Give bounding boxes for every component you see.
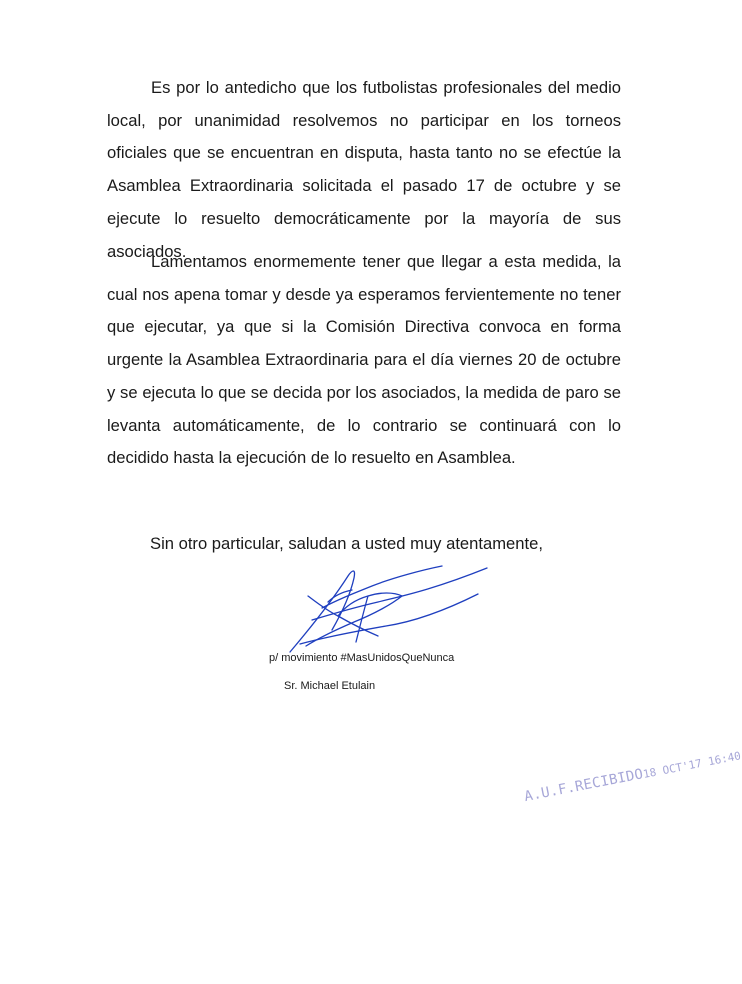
handwritten-signature [282, 556, 494, 656]
stamp-received-time: 18 OCT'17 16:40 [641, 749, 742, 781]
stamp-organization: A.U.F.RECIBIDO [522, 766, 645, 805]
paragraph-strike-resolution [107, 72, 621, 268]
faint-top-mark [200, 0, 260, 6]
closing-salutation: Sin otro particular, saludan a usted muy atentamente, [150, 534, 543, 553]
paragraph-regret-measure [107, 246, 621, 475]
signatory-name: Sr. Michael Etulain [284, 680, 376, 692]
received-stamp [522, 744, 742, 805]
paragraph-text: Lamentamos enormemente tener que llegar a esta medida, la cual nos apena tomar y desde ya esperamos fervientemente no tener que ejecutar, ya que si la Comisión Directiva convoca en forma urgente la Asamblea Extraordinaria para el día viernes 20 de octubre y se ejecuta lo que se decida por los asociados, la medida de paro se levanta automáticamente, de lo contrario se continuará con lo decidido hasta la ejecución de lo resuelto en Asamblea. [107, 252, 621, 468]
paragraph-text: Es por lo antedicho que los futbolistas profesionales del medio local, por unanimidad resolvemos no participar en los torneos oficiales que se encuentran en disputa, hasta tanto no se efectúe la Asamblea Extraordinaria solicitada el pasado 17 de octubre y se ejecute lo resuelto democráticamente por la mayoría de sus asociados. [107, 78, 621, 261]
signature-movement-line: p/ movimiento #MasUnidosQueNunca [269, 652, 455, 664]
